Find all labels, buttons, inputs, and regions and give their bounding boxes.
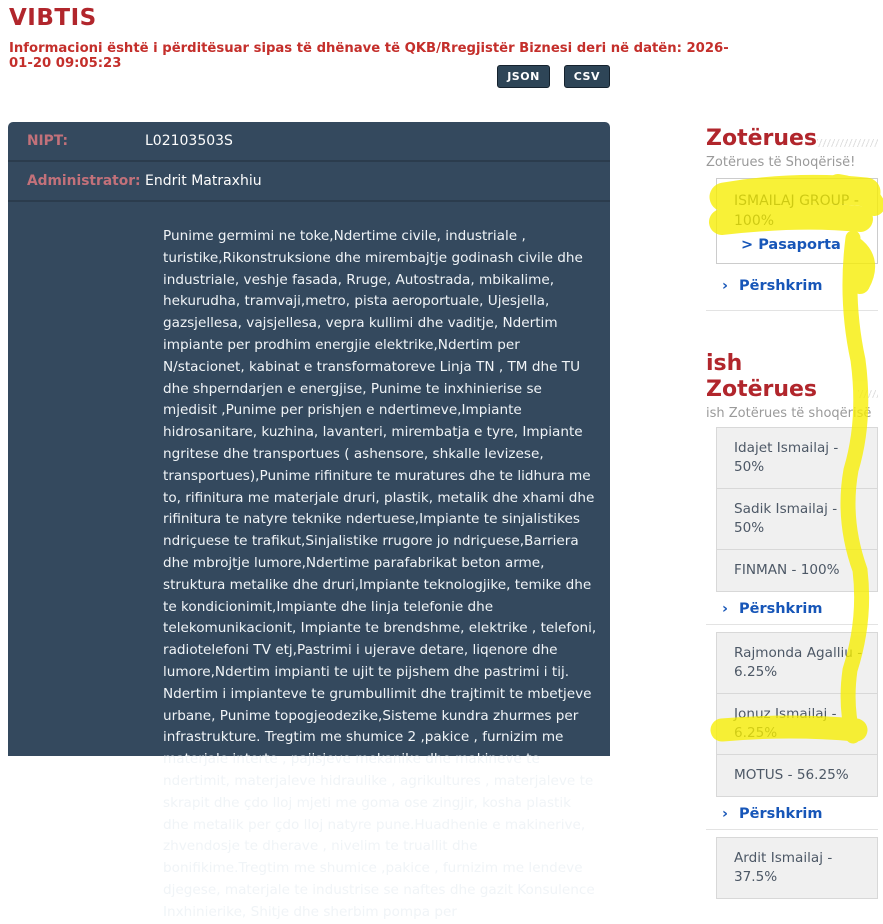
administrator-label: Administrator: (27, 173, 141, 189)
update-notice: Informacioni është i përditësuar sipas të dhënave të QKB/Rregjistër Biznesi deri në datën: 2026-01-20 09:05:23 (9, 41, 729, 71)
former-owners-group-1 (716, 427, 878, 592)
former-owners-subheading: ish Zotërues të shoqërisë (706, 406, 872, 421)
owners-pershkrim-link[interactable] (722, 278, 878, 294)
owners-heading (706, 126, 878, 152)
json-export-button[interactable]: JSON (497, 65, 550, 88)
list-item: FINMAN - 100% (716, 550, 878, 592)
nipt-value: L02103503S (145, 133, 233, 149)
group-divider (706, 829, 878, 830)
company-info-table (8, 122, 610, 920)
owner-card (716, 178, 878, 264)
former-owners-group-3 (716, 837, 878, 899)
list-item: Idajet Ismailaj - 50% (716, 427, 878, 489)
former-owners-group-2 (716, 632, 878, 797)
pershkrim-label: Përshkrim (738, 278, 823, 294)
chevron-right-icon: › (722, 806, 728, 822)
chevron-right-icon: › (722, 601, 728, 617)
nipt-label: NIPT: (27, 133, 68, 149)
hatch-decoration (817, 139, 878, 147)
page-title: VIBTIS (9, 5, 97, 31)
former-owners-heading (706, 351, 878, 403)
owner-name: ISMAILAJ GROUP - 100% (734, 193, 859, 229)
activity-description: Punime germimi ne toke,Ndertime civile, industriale , turistike,Rikonstruksione dhe mirembajtje godinash civile dhe industriale, veshje fasada, Rruge, Autostrada, mbikalime, hekurudha, tramvaji,metro, pista aeroportuale, Ujesjella, gazsjellesa, vajsjellesa, vepra kullimi dhe vaditje, Ndertim impiante per prodhim energjie elektrike,Ndertim per N/stacionet, kabinat e transformatoreve Linja TN , TM dhe TU dhe shperndarjen e energjise, Punime te inxhinierise se mjedisit ,Punime per prishjen e ndertimeve,Impiante hidrosanitare, kuzhina, lavanteri, mirembatja e tyre, Impiante ngritese dhe transportues ( ashensore, shkalle levizese, transportues),Punime rifiniture te muratures dhe te lidhura me to, rifinitura me materjale druri, plastik, metalik dhe xhami dhe rifinitura te natyre teknike ndertuese,Impiante te sinjalistikes ndriçuese te trafikut,Sinjalistike rrugore jo ndriçuese,Barriera dhe mbrojtje lumore,Ndertime parafabrikat beton arme, struktura metalike dhe druri,Impiante teknologjike, temike dhe te kondicionimit,Impiante dhe linja telefonie dhe telekomunikacionit, Impiante te brendshme, elektrike , telefoni, radiotelefoni TV etj,Pastrimi i ujerave detare, liqenore dhe lumore,Ndertim impianti te ujit te pijshem dhe pastrimi i tij. Ndertim i impianteve te grumbullimit dhe trajtimit te mbetjeve urbane, Punime topogjeodezike,Sisteme kundra zhurmes per infrastrukture. Tregtim me shumice 2 ,pakice , furnizim me materjale interte , pajisjeve mekanike dhe makineve te ndertimit, materjaleve hidraulike , agrikultures , materjaleve te skrapit dhe çdo lloj mjeti me goma ose zingjir, kosha plastik dhe metalik per çdo lloj natyre pune.Huadhenie e makinerive, zhvendosje te dherave , nivelim te truallit dhe bonifikime.Tregtim me shumice ,pakice , furnizim me lendeve djegese, materjale te industrise se naftes dhe gazit Konsulence Inxhinierike, Shitje dhe sherbim pompa per (163, 228, 597, 920)
chevron-right-icon: › (722, 278, 728, 294)
export-buttons (8, 65, 610, 88)
administrator-value: Endrit Matraxhiu (145, 173, 262, 189)
owners-subheading: Zotërues të Shoqërisë! (706, 155, 856, 170)
pershkrim-label: Përshkrim (738, 601, 823, 617)
hatch-decoration (858, 390, 878, 398)
csv-export-button[interactable]: CSV (564, 65, 610, 88)
passport-link[interactable]: > Pasaporta (741, 237, 841, 253)
table-row-administrator (8, 162, 610, 202)
section-divider (706, 310, 878, 311)
group-2-pershkrim-link[interactable] (722, 806, 878, 822)
sidebar (706, 120, 878, 899)
group-1-pershkrim-link[interactable] (722, 601, 878, 617)
group-divider (706, 624, 878, 625)
owners-heading-text: Zotërues (706, 126, 818, 151)
list-item: Ardit Ismailaj - 37.5% (716, 837, 878, 899)
list-item: Jonuz Ismailaj - 6.25% (716, 694, 878, 755)
former-owners-heading-text: ish Zotërues (706, 351, 818, 402)
list-item: Sadik Ismailaj - 50% (716, 489, 878, 550)
table-row-activity (8, 202, 610, 924)
list-item: Rajmonda Agalliu - 6.25% (716, 632, 878, 694)
table-row-nipt (8, 122, 610, 162)
pershkrim-label: Përshkrim (738, 806, 823, 822)
list-item: MOTUS - 56.25% (716, 755, 878, 797)
